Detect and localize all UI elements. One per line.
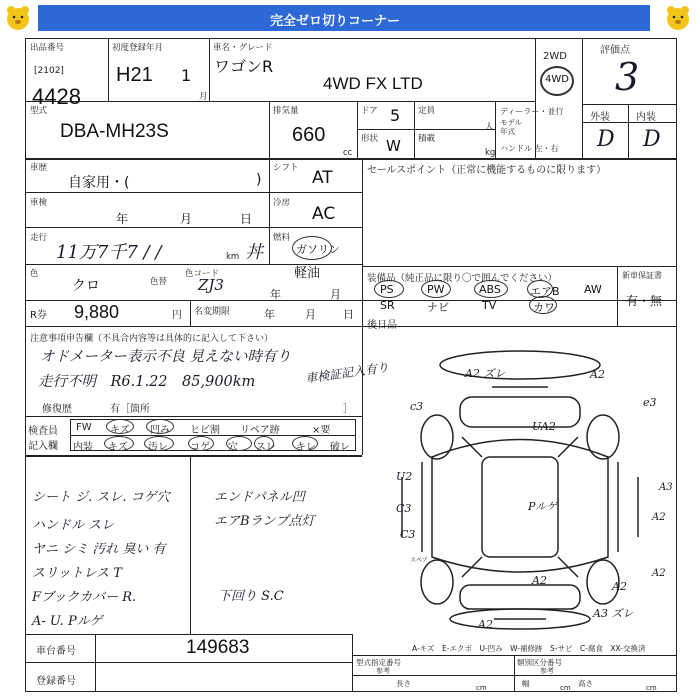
- shift-label: シフト: [273, 163, 299, 173]
- rule: [95, 634, 96, 692]
- r-fee-label: R券: [30, 310, 47, 321]
- inspector-circle: [104, 436, 134, 451]
- comment-left-3: スリットレス T: [32, 566, 122, 581]
- history-close: ): [256, 172, 262, 188]
- sales-point-label: セールスポイント（正常に機能するものに限ります）: [367, 165, 607, 176]
- cert-length-unit: cm: [476, 684, 487, 692]
- equip-ps: PS: [380, 283, 394, 296]
- repair-value: 有［箇所: [110, 404, 150, 415]
- ac-value: AC: [312, 204, 336, 224]
- comment-left-2: ヤニ シミ 汚れ 臭い 有: [32, 542, 166, 557]
- equip-pw: PW: [427, 283, 445, 296]
- diagram-label: C3: [396, 502, 412, 515]
- diagram-label: A2: [652, 512, 666, 523]
- rule: [108, 38, 109, 101]
- fuel-gasoline: ガソリン: [296, 243, 340, 256]
- rule: [582, 38, 583, 158]
- inspector-r2-0: キズ: [108, 442, 128, 453]
- capacity-unit: 人: [485, 122, 494, 132]
- car-label: 車名・グレード: [213, 43, 273, 53]
- equip-airbag: エアB: [530, 285, 560, 298]
- diagram-label: A3 ズレ: [593, 607, 634, 620]
- rule: [582, 104, 677, 105]
- rule: [535, 38, 536, 158]
- equip-sr: SR: [380, 299, 395, 312]
- diagram-label: UA2: [532, 420, 556, 433]
- diagram-spare: スペア: [410, 557, 429, 564]
- rule: [25, 158, 677, 160]
- equip-navi: ナビ: [427, 301, 449, 314]
- rule: [25, 300, 677, 301]
- rule: [25, 192, 362, 193]
- first-reg-year: H21: [116, 64, 153, 86]
- equip-leather: カワ: [533, 301, 555, 314]
- drive-label: 2WD: [543, 51, 567, 62]
- rule: [209, 38, 210, 101]
- rule: [190, 455, 191, 634]
- inspector-label2: 記入欄: [28, 441, 58, 452]
- mileage-mark: 丼: [245, 242, 263, 263]
- rule: [617, 266, 618, 326]
- int-label: 内装: [636, 112, 656, 123]
- diagram-label: A2 ズレ: [465, 367, 506, 380]
- cert-class-sub: 参考: [540, 667, 554, 675]
- page-title: 完全ゼロ切りコーナー: [270, 14, 401, 29]
- diagram-label: A3: [659, 482, 673, 493]
- color-year: 年: [270, 288, 281, 301]
- bear-mascot-icon: [664, 4, 692, 32]
- rule: [25, 227, 362, 228]
- inspection-year: 年: [116, 212, 129, 226]
- color-label: 色: [30, 269, 39, 279]
- r-fee-value: 9,880: [74, 302, 120, 322]
- dealer-model-year: モデル 年式: [500, 118, 523, 136]
- displacement-label: 排気量: [273, 106, 299, 116]
- equipment-label: 装備品（純正品に限り〇で囲んでください）: [367, 273, 558, 284]
- rule: [25, 455, 362, 457]
- drive-selected: 4WD: [545, 74, 569, 85]
- score-value: 3: [615, 55, 640, 99]
- rule: [25, 101, 535, 102]
- r-fee-unit: 円: [172, 310, 182, 321]
- mileage-value: 11万7千7 / /: [56, 242, 162, 263]
- chassis-value: 149683: [186, 637, 250, 658]
- lot-code: [2102]: [34, 66, 64, 76]
- comment-left-4: Fブックカバー R.: [32, 590, 137, 605]
- seat-label: 後日品: [367, 320, 397, 331]
- notes-line2: 走行不明 R6.1.22 85,900km: [38, 374, 256, 390]
- notes-label: 注意事項申告欄（不具合内容等は具体的に記入して下さい）: [30, 334, 274, 344]
- recycle-label: 新車保証書: [622, 271, 662, 280]
- equip-abs: ABS: [479, 283, 501, 296]
- doors-label: ドア: [361, 106, 378, 116]
- inspection-month: 月: [180, 212, 193, 226]
- inspector-circle: [146, 419, 174, 434]
- inspector-r1-2: ヒビ割: [190, 425, 220, 436]
- ext-label: 外装: [590, 112, 610, 123]
- dealer-label: ディーラー・並行: [500, 107, 564, 116]
- rule: [352, 634, 353, 692]
- inspector-fw: FW: [76, 422, 92, 433]
- chassis-label: 車台番号: [36, 646, 76, 657]
- inspector-r2-4: スレ: [256, 442, 276, 453]
- inspector-r1-4: ×要: [312, 425, 331, 436]
- header-bar: [0, 0, 700, 36]
- first-reg-label: 初度登録年月: [112, 43, 164, 53]
- repair-close: ］: [343, 404, 353, 415]
- capacity-label: 定員: [418, 106, 436, 116]
- lot-label: 出品番号: [30, 43, 65, 53]
- rule: [25, 662, 352, 663]
- fuel-diesel: 軽油: [294, 266, 321, 281]
- inspector-r2-5: キレ: [296, 442, 316, 453]
- diagram-label: c3: [410, 400, 424, 413]
- repair-label: 修復歴: [42, 404, 72, 415]
- registration-label: 登録番号: [36, 676, 76, 687]
- diagram-label: A2: [590, 368, 605, 381]
- first-reg-month: 1: [181, 66, 192, 85]
- dealer-handle: ハンドル 左・右: [500, 144, 559, 153]
- rule: [514, 655, 515, 692]
- score-label: 評価点: [600, 45, 630, 56]
- bear-mascot-icon: [4, 4, 32, 32]
- diagram-label: e3: [643, 396, 657, 409]
- cert-height-unit: cm: [646, 684, 657, 692]
- ext-value: D: [597, 127, 615, 152]
- inspector-circle: [188, 436, 214, 451]
- inspector-circle: [292, 436, 318, 451]
- model-value: DBA-MH23S: [60, 121, 169, 142]
- comment-right-1: エアBランプ点灯: [214, 514, 315, 529]
- inspector-r2-1: 汚レ: [148, 442, 168, 453]
- history-label: 車歴: [30, 163, 48, 173]
- comment-left-0: シート ジ. スレ. コゲ穴: [32, 490, 170, 505]
- ac-label: 冷房: [273, 198, 291, 208]
- car-name: ワゴンR: [214, 57, 274, 76]
- rule: [25, 416, 362, 417]
- lot-number: 4428: [32, 84, 81, 109]
- first-reg-month-unit: 月: [199, 92, 208, 102]
- cert-class-label: 類別区分番号: [517, 658, 562, 667]
- cert-width: 幅: [522, 679, 530, 688]
- rule: [25, 634, 352, 635]
- inspection-label: 車検: [30, 198, 48, 208]
- name-change-year: 年: [264, 308, 275, 321]
- inspector-circle: [106, 419, 134, 434]
- mileage-label: 走行: [30, 233, 48, 243]
- diagram-label: A2: [532, 574, 547, 587]
- inspector-r1-3: リペア跡: [240, 425, 280, 436]
- cert-height: 高さ: [578, 679, 593, 688]
- comment-right-0: エンドパネル凹: [214, 490, 305, 505]
- cert-type-label: 型式指定番号: [356, 658, 401, 667]
- diagram-label: U2: [396, 470, 413, 483]
- comment-right-2: 下回り S.C: [218, 589, 284, 604]
- recycle-value: 有・無: [626, 294, 663, 308]
- shape-value: W: [386, 137, 401, 155]
- inspector-r1-1: 凹み: [150, 425, 170, 436]
- rule: [190, 300, 191, 326]
- displacement-value: 660: [292, 124, 326, 146]
- diagram-legend: A-キズ E-エクボ U-凹み W-補修跡 S-サビ C-腐食 XX-交換済: [412, 644, 646, 653]
- doors-value: 5: [390, 106, 401, 125]
- mileage-unit: km: [226, 252, 240, 262]
- inspector-r2-6: 破レ: [330, 442, 350, 453]
- diagram-label: C3: [400, 528, 416, 541]
- inspector-circle: [144, 436, 174, 451]
- rule: [628, 104, 629, 158]
- diagram-label: A2: [478, 618, 493, 631]
- equip-tv: TV: [482, 299, 497, 312]
- color-code: ZJ3: [198, 276, 224, 294]
- name-change-month: 月: [305, 308, 316, 321]
- inspector-nai: 内装: [73, 442, 93, 453]
- inspector-r2-2: コゲ: [190, 442, 210, 453]
- car-grade: 4WD FX LTD: [323, 74, 423, 93]
- load-label: 積載: [418, 134, 436, 144]
- rule: [357, 129, 495, 130]
- color-code-label: 色コード: [185, 269, 220, 279]
- shift-value: AT: [312, 168, 333, 188]
- notes-line1: オドメーター表示不良 見えない時有り: [40, 349, 291, 365]
- color-change-label: 色替: [150, 277, 168, 287]
- color-month: 月: [330, 288, 341, 301]
- cert-type-sub: 参考: [376, 667, 390, 675]
- rule: [269, 158, 270, 264]
- comment-left-5: A- U. Pルゲ: [32, 614, 103, 629]
- load-unit: kg: [485, 148, 496, 158]
- history-value: 自家用・(: [68, 175, 130, 191]
- rule: [352, 675, 677, 676]
- rule: [362, 266, 677, 267]
- model-label: 型式: [30, 106, 48, 116]
- diagram-label: A2: [612, 580, 627, 593]
- inspection-day: 日: [240, 212, 253, 226]
- int-value: D: [643, 127, 661, 152]
- comment-left-1: ハンドル スレ: [32, 518, 115, 533]
- inspector-circle: [254, 436, 274, 451]
- rule: [269, 101, 270, 158]
- inspector-label1: 検査員: [28, 426, 58, 437]
- color-value: クロ: [72, 278, 100, 294]
- inspector-r1-0: キズ: [110, 425, 130, 436]
- shape-label: 形状: [361, 134, 379, 144]
- fuel-label: 燃料: [273, 233, 291, 243]
- diagram-label: Pルゲ: [528, 500, 558, 513]
- diagram-label: A2: [652, 568, 666, 579]
- name-change-day: 日: [343, 308, 354, 321]
- inspector-circle: [226, 436, 252, 451]
- displacement-unit: cc: [343, 148, 353, 158]
- cert-width-unit: cm: [560, 684, 571, 692]
- inspector-r2-3: 穴: [228, 442, 238, 453]
- equip-aw: AW: [584, 283, 602, 296]
- notes-line2-note: 車検証記入有り: [304, 360, 390, 386]
- cert-length: 長さ: [396, 679, 411, 688]
- name-change-label: 名変期限: [194, 307, 231, 317]
